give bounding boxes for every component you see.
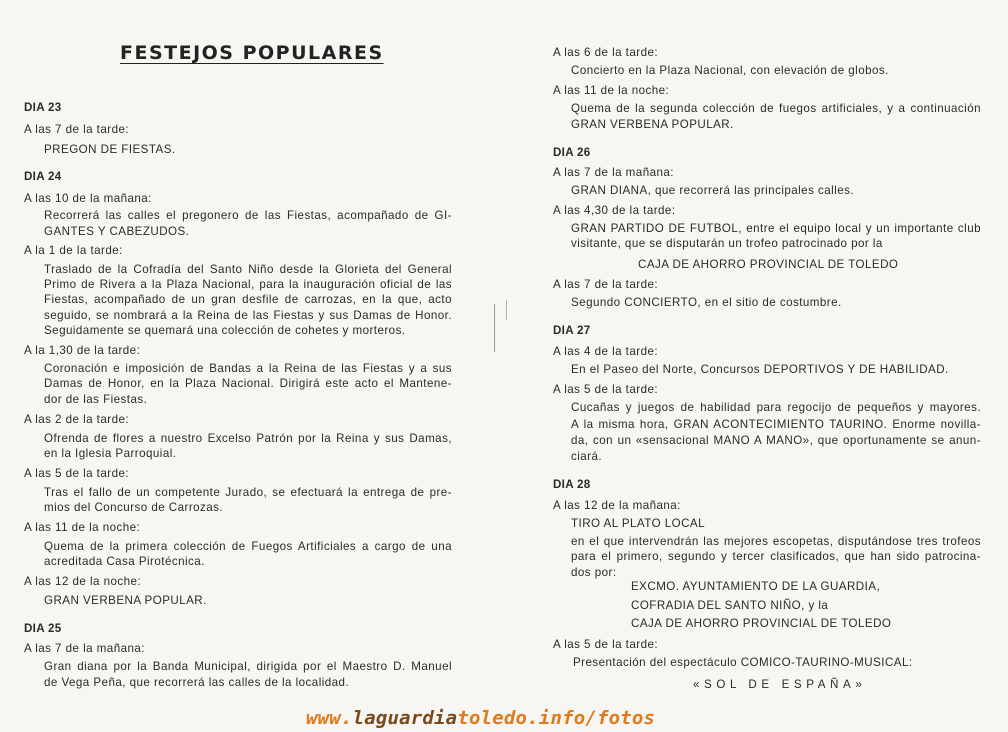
event-text: Coronación e imposición de Bandas a la Reina de las Fiestas y a sus (44, 362, 452, 375)
time-line: A las 4,30 de la tarde: (553, 204, 676, 217)
sponsor-line: CAJA DE AHORRO PROVINCIAL DE TOLEDO (638, 258, 899, 271)
event-text: Fiestas, acompañado de un gran desfile de carrozas, en la que, acto (44, 293, 452, 306)
event-text: Damas de Honor, en la Plaza Nacional. Dirigirá este acto el Mantene- (44, 377, 452, 390)
day-heading: DIA 26 (553, 146, 591, 159)
time-line: A las 2 de la tarde: (24, 413, 130, 426)
event-text: acreditada Casa Pirotécnica. (44, 555, 205, 568)
event-text: seguido, se nombrará a la Reina de las Fiestas y sus Damas de Honor. (44, 309, 452, 322)
time-line: A la 1,30 de la tarde: (24, 344, 141, 357)
page-title: FESTEJOS POPULARES (120, 42, 384, 64)
time-line: A las 5 de la tarde: (24, 467, 130, 480)
event-text: TIRO AL PLATO LOCAL (571, 517, 705, 530)
event-text: Traslado de la Cofradía del Santo Niño desde la Glorieta del General (44, 263, 452, 276)
event-text: GRAN DIANA, que recorrerá las principales calles. (571, 184, 855, 197)
event-text: Gran diana por la Banda Municipal, dirigida por el Maestro D. Manuel (44, 660, 452, 673)
event-text: da, con un «sensacional MANO A MANO», que oportunamente se anun- (571, 434, 981, 447)
time-line: A las 6 de la tarde: (553, 46, 659, 59)
time-line: A las 7 de la tarde: (553, 278, 659, 291)
event-text: Quema de la primera colección de Fuegos Artificiales a cargo de una (44, 540, 452, 553)
sponsor-line: COFRADIA DEL SANTO NIÑO, y la (631, 599, 829, 612)
watermark-part: laguardia (352, 707, 458, 729)
sponsor-line: CAJA DE AHORRO PROVINCIAL DE TOLEDO (631, 617, 892, 630)
day-heading: DIA 25 (24, 622, 62, 635)
time-line: A las 12 de la noche: (24, 575, 142, 588)
event-text: GRAN VERBENA POPULAR. (44, 594, 207, 607)
event-text: Presentación del espectáculo COMICO-TAURINO-MUSICAL: (573, 656, 913, 669)
event-text: en el que intervendrán las mejores escopetas, disputándose tres trofeos (571, 535, 981, 548)
time-line: A las 11 de la noche: (553, 84, 670, 97)
event-text: en la Iglesia Parroquial. (44, 447, 177, 460)
sponsor-line: EXCMO. AYUNTAMIENTO DE LA GUARDIA, (631, 580, 881, 593)
event-text: Cucañas y juegos de habilidad para regocijo de pequeños y mayores. (571, 401, 981, 414)
event-text: ciará. (571, 450, 603, 463)
watermark-part: www. (306, 707, 353, 729)
binding-mark (506, 300, 508, 320)
time-line: A las 4 de la tarde: (553, 345, 659, 358)
event-text: dor de las Fiestas. (44, 393, 148, 406)
event-text: En el Paseo del Norte, Concursos DEPORTIVOS Y DE HABILIDAD. (571, 363, 949, 376)
time-line: A las 7 de la tarde: (24, 123, 130, 136)
event-text: Concierto en la Plaza Nacional, con elevación de globos. (571, 64, 889, 77)
event-text: GRAN PARTIDO DE FUTBOL, entre el equipo local y un importante club (571, 222, 981, 235)
event-text: GANTES Y CABEZUDOS. (44, 225, 190, 238)
event-text: de Vega Peña, que recorrerá las calles de la localidad. (44, 676, 350, 689)
event-text: Quema de la segunda colección de fuegos artificiales, y a continuación (571, 102, 981, 115)
event-text: GRAN VERBENA POPULAR. (571, 118, 734, 131)
event-text: para el primero, segundo y tercer clasificados, que han sido patrocina- (571, 550, 981, 563)
event-text: Recorrerá las calles el pregonero de las Fiestas, acompañado de GI- (44, 209, 452, 222)
time-line: A las 5 de la tarde: (553, 638, 659, 651)
time-line: A las 11 de la noche: (24, 521, 141, 534)
time-line: A las 7 de la mañana: (24, 642, 145, 655)
event-text: visitante, que se disputarán un trofeo patrocinado por la (571, 237, 883, 250)
day-heading: DIA 27 (553, 324, 591, 337)
event-text: A la misma hora, GRAN ACONTECIMIENTO TAURINO. Enorme novilla- (571, 418, 981, 431)
event-text: Tras el fallo de un competente Jurado, se efectuará la entrega de pre- (44, 486, 452, 499)
event-text: Seguidamente se quemará una colección de cohetes y morteros. (44, 324, 406, 337)
event-text: dos por: (571, 566, 617, 579)
day-heading: DIA 24 (24, 170, 62, 183)
event-text: Primo de Rivera a la Plaza Nacional, para la inauguración oficial de las (44, 278, 452, 291)
time-line: A las 10 de la mañana: (24, 192, 152, 205)
time-line: A las 5 de la tarde: (553, 383, 659, 396)
watermark-url (306, 707, 655, 729)
event-text: Segundo CONCIERTO, en el sitio de costumbre. (571, 296, 842, 309)
time-line: A la 1 de la tarde: (24, 244, 123, 257)
show-title: «SOL DE ESPAÑA» (693, 678, 867, 691)
time-line: A las 7 de la mañana: (553, 166, 674, 179)
watermark-part: toledo.info/fotos (457, 707, 656, 729)
time-line: A las 12 de la mañana: (553, 499, 681, 512)
binding-mark (494, 304, 497, 352)
event-text: PREGON DE FIESTAS. (44, 143, 176, 156)
event-text: Ofrenda de flores a nuestro Excelso Patrón por la Reina y sus Damas, (44, 432, 452, 445)
event-text: mios del Concurso de Carrozas. (44, 501, 224, 514)
day-heading: DIA 23 (24, 101, 62, 114)
day-heading: DIA 28 (553, 478, 591, 491)
